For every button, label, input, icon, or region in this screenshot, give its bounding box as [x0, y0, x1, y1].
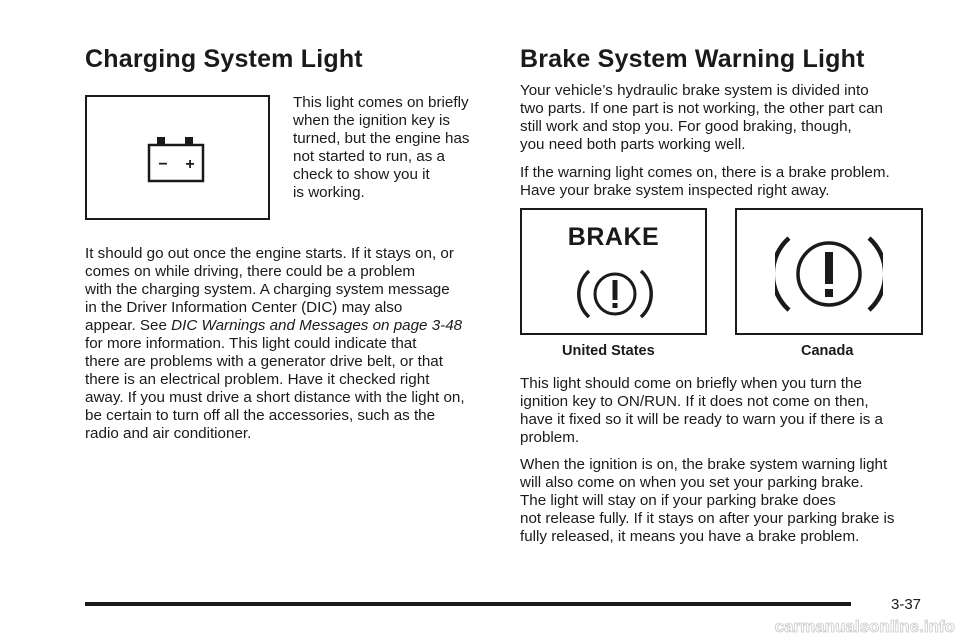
text-line: If the warning light comes on, there is a brake problem. [520, 164, 890, 181]
charging-intro-paragraph [293, 94, 469, 202]
text-line: Your vehicle’s hydraulic brake system is divided into [520, 82, 869, 99]
watermark-text: carmanualsonline.info [774, 617, 955, 636]
brake-check-paragraph [520, 375, 883, 447]
battery-warning-figure [85, 95, 270, 220]
battery-icon [87, 97, 268, 218]
text-line: away. If you must drive a short distance with the light on, [85, 389, 465, 406]
caption-canada: Canada [801, 343, 854, 359]
battery-plus-sign: + [185, 156, 195, 173]
text-line: you need both parts working well. [520, 136, 746, 153]
text-line: Have your brake system inspected right away. [520, 182, 830, 199]
charging-system-heading: Charging System Light [85, 45, 363, 73]
brake-system-heading: Brake System Warning Light [520, 45, 865, 73]
text-line: This light should come on briefly when you turn the [520, 375, 862, 392]
watermark-logo [727, 612, 957, 638]
text-line: fully released, it means you have a brake problem. [520, 528, 860, 545]
brake-label: BRAKE [567, 223, 660, 251]
text-line: ignition key to ON/RUN. If it does not come on then, [520, 393, 869, 410]
text-line: radio and air conditioner. [85, 425, 252, 442]
text-line: comes on while driving, there could be a problem [85, 263, 416, 280]
text-line: This light comes on briefly [293, 94, 469, 111]
text-line: turned, but the engine has [293, 130, 470, 147]
footer-rule [85, 602, 851, 606]
text-line: check to show you it [293, 166, 430, 183]
text-line: when the ignition key is [293, 112, 451, 129]
text-line-with-reference [85, 317, 465, 335]
text-line: not release fully. If it stays on after your parking brake is [520, 510, 895, 527]
text-line: It should go out once the engine starts. If it stays on, or [85, 245, 454, 262]
text-line: with the charging system. A charging system message [85, 281, 450, 298]
text-line: The light will stay on if your parking brake does [520, 492, 836, 509]
brake-light-us-figure [520, 208, 707, 335]
text-line: is working. [293, 184, 365, 201]
text-line: have it fixed so it will be ready to warn you if there is a [520, 411, 883, 428]
brake-problem-paragraph [520, 164, 890, 200]
dic-page-reference: DIC Warnings and Messages on page 3-48 [171, 317, 463, 334]
parking-brake-paragraph [520, 456, 895, 546]
text-line: in the Driver Information Center (DIC) may also [85, 299, 403, 316]
charging-body-paragraph [85, 245, 465, 443]
brake-warning-icon [775, 228, 883, 320]
brake-light-canada-figure [735, 208, 923, 335]
brake-warning-icon [577, 263, 653, 325]
text-line: will also come on when you set your parking brake. [520, 474, 864, 491]
text-line: still work and stop you. For good braking, though, [520, 118, 852, 135]
battery-minus-sign: − [158, 156, 168, 173]
page-number: 3-37 [891, 596, 922, 613]
text-line: When the ignition is on, the brake system warning light [520, 456, 888, 473]
reference-prefix: appear. See [85, 317, 172, 334]
text-line: be certain to turn off all the accessories, such as the [85, 407, 436, 424]
text-line: for more information. This light could indicate that [85, 335, 417, 352]
caption-united-states: United States [562, 343, 655, 359]
text-line: problem. [520, 429, 580, 446]
brake-intro-paragraph [520, 82, 883, 154]
text-line: not started to run, as a [293, 148, 445, 165]
text-line: there are problems with a generator drive belt, or that [85, 353, 443, 370]
text-line: two parts. If one part is not working, the other part can [520, 100, 884, 117]
text-line: there is an electrical problem. Have it checked right [85, 371, 430, 388]
